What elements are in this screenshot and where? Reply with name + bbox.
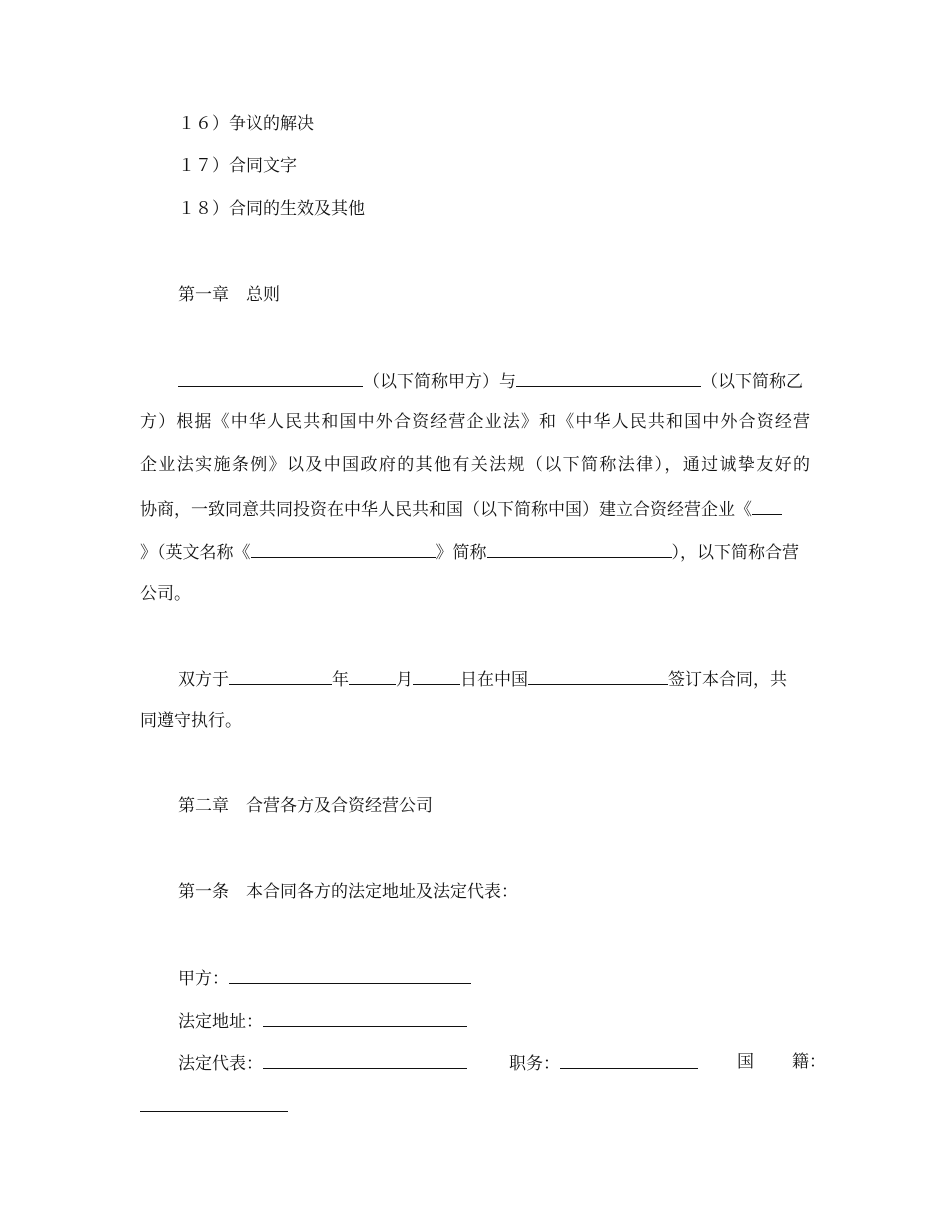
text-month: 月 [396,670,413,690]
legal-rep-label: 法定代表： [178,1054,263,1074]
paragraph-1-line-3: 企业法实施条例》以及中国政府的其他有关法规（以下简称法律），通过诚挚友好的 [140,455,810,475]
blank-party-a-name [229,965,471,984]
toc-item-16: １６）争议的解决 [178,114,314,134]
paragraph-2-line-1 [178,666,787,692]
toc-item-18: １８）合同的生效及其他 [178,199,365,219]
paragraph-1-line-6: 公司。 [140,584,191,604]
text-establish-jv: 协商，一致同意共同投资在中华人民共和国（以下简称中国）建立合资经营企业《 [140,500,752,520]
text-party-b-abbrev: （以下简称乙 [701,372,803,392]
paragraph-1-line-5 [140,539,799,565]
legal-rep-line [178,1050,467,1076]
blank-month [349,666,396,685]
blank-english-name [251,539,436,558]
blank-short-name [487,539,672,558]
paragraph-2-line-2: 同遵守执行。 [140,711,242,731]
paragraph-1-line-1 [178,368,803,394]
chapter-2-title: 第二章 合营各方及合资经营公司 [178,796,433,816]
blank-jv-name [752,496,782,515]
legal-address-label: 法定地址： [178,1012,263,1032]
text-hereinafter-jv: ），以下简称合营 [671,543,799,563]
blank-legal-address [263,1008,467,1027]
text-sign-contract: 签订本合同，共 [668,670,787,690]
position-field [509,1050,698,1076]
blank-nationality [140,1093,288,1112]
party-a-label: 甲方： [178,969,229,989]
toc-item-17: １７）合同文字 [178,156,297,176]
text-parties-on: 双方于 [178,670,229,690]
nationality-label-part-1: 国 [737,1052,754,1072]
party-a-line [178,965,471,991]
blank-position [560,1050,698,1069]
blank-day [413,666,460,685]
text-party-a-abbrev: （以下简称甲方）与 [363,372,516,392]
text-english-name: 》（英文名称《 [140,543,251,563]
text-in-china: 日在中国 [460,670,528,690]
article-1-title: 第一条 本合同各方的法定地址及法定代表： [178,882,518,902]
position-label: 职务： [509,1054,560,1074]
blank-location [528,666,668,685]
legal-address-line [178,1008,467,1034]
blank-party-a [178,368,363,387]
nationality-label-part-2: 籍： [792,1052,826,1072]
text-year: 年 [332,670,349,690]
blank-party-b [516,368,701,387]
paragraph-1-line-4 [140,496,782,522]
paragraph-1-line-2: 方）根据《中华人民共和国中外合资经营企业法》和《中华人民共和国中外合资经营 [140,412,810,432]
blank-legal-rep [263,1050,467,1069]
blank-year [229,666,332,685]
text-short-name: 》简称 [435,543,487,563]
chapter-1-title: 第一章 总则 [178,285,280,305]
nationality-blank-line [140,1093,288,1119]
